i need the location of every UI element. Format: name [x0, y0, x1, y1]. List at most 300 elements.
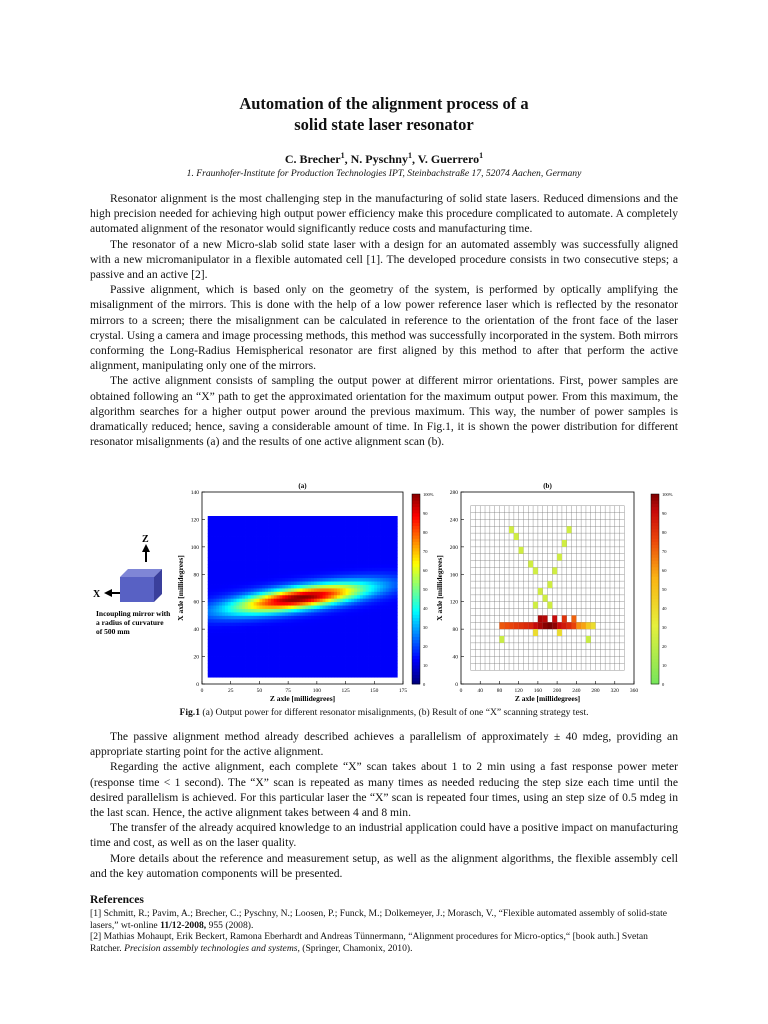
- chart-a-cell: [300, 581, 303, 585]
- chart-a-cell: [291, 633, 294, 637]
- chart-a-cell: [377, 660, 380, 664]
- chart-a-cell: [225, 653, 228, 657]
- chart-a-cell: [297, 619, 300, 623]
- chart-a-cell: [377, 519, 380, 523]
- chart-a-cell: [236, 636, 239, 640]
- chart-a-cell: [245, 523, 248, 527]
- chart-a-cell: [213, 643, 216, 647]
- chart-a-cell: [386, 609, 389, 613]
- chart-b-colorbar: [651, 492, 673, 687]
- chart-a-cell: [389, 585, 392, 589]
- chart-a-cell: [280, 588, 283, 592]
- chart-a-cell: [236, 612, 239, 616]
- chart-a-cell: [291, 598, 294, 602]
- chart-a-cell: [348, 574, 351, 578]
- chart-a-cell: [294, 519, 297, 523]
- chart-a-cell: [371, 547, 374, 551]
- chart-a-cell: [216, 609, 219, 613]
- chart-a-cell: [262, 653, 265, 657]
- chart-a-cell: [245, 530, 248, 534]
- chart-a-cell: [251, 643, 254, 647]
- chart-a-cell: [308, 543, 311, 547]
- chart-a-cell: [294, 609, 297, 613]
- chart-a-cell: [291, 523, 294, 527]
- chart-a-cell: [282, 626, 285, 630]
- chart-a-cell: [228, 660, 231, 664]
- chart-a-cell: [228, 622, 231, 626]
- title-line-2: solid state laser resonator: [294, 115, 474, 134]
- chart-a-cell: [285, 670, 288, 674]
- chart-a-cell: [242, 526, 245, 530]
- chart-a-cell: [334, 591, 337, 595]
- chart-a-cell: [337, 543, 340, 547]
- chart-a-cell: [234, 550, 237, 554]
- chart-a-cell: [380, 598, 383, 602]
- chart-a-cell: [277, 557, 280, 561]
- chart-a-cell: [311, 588, 314, 592]
- chart-a-cell: [369, 533, 372, 537]
- chart-a-cell: [222, 612, 225, 616]
- chart-a-cell: [325, 523, 328, 527]
- chart-a-cell: [228, 533, 231, 537]
- chart-a-cell: [236, 516, 239, 520]
- chart-a-cell: [294, 602, 297, 606]
- chart-a-colorbar-step: [412, 652, 420, 656]
- chart-a-cell: [216, 567, 219, 571]
- chart-a-cell: [351, 643, 354, 647]
- chart-a-cell: [282, 537, 285, 541]
- chart-a-cell: [328, 605, 331, 609]
- chart-a-cell: [216, 595, 219, 599]
- chart-a-cell: [340, 550, 343, 554]
- chart-a-cell: [314, 667, 317, 671]
- chart-a-cell: [239, 561, 242, 565]
- chart-a-cell: [314, 670, 317, 674]
- chart-a-cell: [392, 523, 395, 527]
- chart-a-cell: [320, 530, 323, 534]
- chart-a-cell: [346, 550, 349, 554]
- chart-a-cell: [288, 615, 291, 619]
- chart-a-cell: [222, 670, 225, 674]
- chart-a-cell: [383, 567, 386, 571]
- chart-a-cell: [228, 547, 231, 551]
- chart-a-cell: [311, 564, 314, 568]
- chart-a-cell: [383, 574, 386, 578]
- chart-a-cell: [274, 561, 277, 565]
- chart-a-cell: [208, 547, 211, 551]
- chart-a-cell: [254, 543, 257, 547]
- chart-a-cell: [374, 537, 377, 541]
- chart-a-cell: [323, 653, 326, 657]
- chart-a-cell: [346, 670, 349, 674]
- chart-a-cell: [236, 657, 239, 661]
- chart-a-cell: [268, 581, 271, 585]
- chart-a-cell: [211, 598, 214, 602]
- chart-a-cell: [386, 523, 389, 527]
- chart-a-cell: [325, 663, 328, 667]
- chart-a-cell: [383, 653, 386, 657]
- chart-a-cell: [282, 657, 285, 661]
- chart-a-cell: [346, 547, 349, 551]
- chart-a-cell: [314, 612, 317, 616]
- chart-a-cell: [274, 629, 277, 633]
- chart-a-cell: [311, 516, 314, 520]
- chart-a-cell: [300, 636, 303, 640]
- chart-a-cell: [334, 650, 337, 654]
- chart-a-cell: [331, 663, 334, 667]
- chart-a-cell: [219, 633, 222, 637]
- chart-a-cell: [300, 554, 303, 558]
- chart-a-cell: [394, 602, 397, 606]
- chart-a-cell: [268, 588, 271, 592]
- chart-a-cell: [239, 619, 242, 623]
- chart-a-cell: [308, 526, 311, 530]
- chart-a-cell: [351, 537, 354, 541]
- chart-a-cell: [245, 581, 248, 585]
- chart-a-cell: [386, 516, 389, 520]
- chart-a-cell: [277, 605, 280, 609]
- chart-a-cell: [389, 540, 392, 544]
- chart-a-cell: [277, 591, 280, 595]
- chart-a-cell: [360, 578, 363, 582]
- chart-a-cell: [305, 653, 308, 657]
- chart-a-cell: [363, 547, 366, 551]
- chart-a-cell: [271, 526, 274, 530]
- chart-a-cell: [369, 557, 372, 561]
- chart-a-cell: [297, 674, 300, 678]
- chart-a-cell: [228, 523, 231, 527]
- chart-a-cell: [386, 588, 389, 592]
- chart-a-cell: [377, 626, 380, 630]
- chart-a-cell: [351, 636, 354, 640]
- chart-a-cell: [334, 526, 337, 530]
- chart-a-cell: [265, 595, 268, 599]
- chart-a-cell: [228, 602, 231, 606]
- chart-a-cell: [331, 605, 334, 609]
- chart-a-cell: [216, 663, 219, 667]
- chart-a-cell: [274, 663, 277, 667]
- chart-a-cell: [216, 526, 219, 530]
- chart-a-cell: [294, 526, 297, 530]
- chart-a-cell: [392, 519, 395, 523]
- chart-a-cell: [340, 605, 343, 609]
- chart-a-cell: [277, 646, 280, 650]
- chart-a-cell: [328, 533, 331, 537]
- chart-a-cell: [357, 653, 360, 657]
- chart-a-cell: [360, 526, 363, 530]
- chart-a-cell: [251, 591, 254, 595]
- chart-a-cell: [216, 615, 219, 619]
- chart-a-colorbar-step: [412, 535, 420, 539]
- chart-a-cell: [208, 574, 211, 578]
- chart-a-cell: [245, 674, 248, 678]
- chart-a-cell: [392, 547, 395, 551]
- chart-a-cell: [294, 543, 297, 547]
- chart-a-cell: [268, 547, 271, 551]
- chart-b-colorbar-step: [651, 523, 659, 527]
- chart-a-field: [208, 516, 398, 678]
- chart-a-cell: [259, 571, 262, 575]
- chart-a-cell: [211, 639, 214, 643]
- chart-a-cell: [222, 622, 225, 626]
- chart-a-cell: [392, 660, 395, 664]
- chart-a-cell: [308, 626, 311, 630]
- chart-a-cell: [331, 626, 334, 630]
- chart-a-cell: [334, 619, 337, 623]
- chart-a-cell: [351, 516, 354, 520]
- chart-a-cell: [374, 602, 377, 606]
- chart-a-cell: [380, 540, 383, 544]
- chart-a-cell: [343, 639, 346, 643]
- chart-a-cell: [374, 530, 377, 534]
- chart-a-cell: [262, 622, 265, 626]
- chart-a-cell: [285, 530, 288, 534]
- chart-a-cell: [236, 591, 239, 595]
- chart-a-cell: [208, 585, 211, 589]
- chart-a-cell: [311, 629, 314, 633]
- chart-a-cell: [285, 578, 288, 582]
- chart-a-cell: [208, 657, 211, 661]
- chart-a-cell: [371, 523, 374, 527]
- chart-a-cell: [211, 615, 214, 619]
- chart-a-cell: [239, 574, 242, 578]
- chart-a-colorbar-step: [412, 630, 420, 634]
- chart-a-cell: [297, 605, 300, 609]
- chart-b-ytick-label: 80: [452, 627, 458, 634]
- chart-a-cell: [234, 619, 237, 623]
- chart-a-cell: [242, 609, 245, 613]
- chart-a-cell: [337, 667, 340, 671]
- chart-a-cell: [328, 674, 331, 678]
- chart-a-cell: [222, 585, 225, 589]
- chart-a-cell: [357, 571, 360, 575]
- chart-a-cell: [360, 643, 363, 647]
- chart-a-cell: [363, 660, 366, 664]
- chart-a-cell: [225, 622, 228, 626]
- chart-a-cell: [265, 516, 268, 520]
- chart-a-cell: [213, 533, 216, 537]
- heatmap-b: [435, 482, 673, 703]
- chart-a-cell: [300, 646, 303, 650]
- chart-a-cell: [280, 550, 283, 554]
- x-axis-label: X: [93, 589, 101, 600]
- chart-a-cell: [216, 639, 219, 643]
- chart-a-cell: [346, 653, 349, 657]
- chart-a-cell: [346, 543, 349, 547]
- chart-a-cell: [274, 657, 277, 661]
- chart-a-cell: [351, 550, 354, 554]
- chart-a-cell: [363, 571, 366, 575]
- chart-a-cell: [394, 657, 397, 661]
- chart-a-cell: [386, 557, 389, 561]
- chart-a-cell: [311, 612, 314, 616]
- chart-a-cell: [222, 533, 225, 537]
- chart-a-cell: [366, 595, 369, 599]
- chart-a-cell: [337, 519, 340, 523]
- chart-a-cell: [219, 609, 222, 613]
- chart-a-cell: [216, 550, 219, 554]
- chart-a-cell: [325, 574, 328, 578]
- chart-a-cell: [346, 523, 349, 527]
- chart-a-cell: [245, 639, 248, 643]
- chart-a-cell: [386, 612, 389, 616]
- chart-a-cell: [262, 574, 265, 578]
- chart-a-cell: [317, 533, 320, 537]
- chart-a-cell: [248, 667, 251, 671]
- chart-a-cell: [357, 619, 360, 623]
- chart-a-cell: [325, 629, 328, 633]
- chart-a-cell: [374, 543, 377, 547]
- chart-a-cell: [363, 526, 366, 530]
- chart-a-cell: [208, 530, 211, 534]
- chart-a-cell: [257, 663, 260, 667]
- chart-b-cell: [562, 622, 567, 629]
- chart-a-cell: [225, 615, 228, 619]
- chart-a-cell: [392, 554, 395, 558]
- chart-a-cell: [225, 540, 228, 544]
- chart-a-cell: [383, 550, 386, 554]
- chart-a-cell: [303, 602, 306, 606]
- chart-a-cell: [351, 674, 354, 678]
- chart-a-cell: [351, 598, 354, 602]
- chart-a-cell: [320, 526, 323, 530]
- chart-a-cell: [208, 557, 211, 561]
- chart-a-cell: [225, 567, 228, 571]
- chart-a-cell: [216, 588, 219, 592]
- chart-a-cell: [317, 585, 320, 589]
- chart-a-cell: [262, 554, 265, 558]
- chart-a-cell: [308, 650, 311, 654]
- chart-a-cell: [328, 619, 331, 623]
- chart-a-cell: [371, 639, 374, 643]
- chart-b-xlabel: Z axle [millidegrees]: [514, 694, 581, 703]
- chart-a-cell: [346, 516, 349, 520]
- chart-a-cell: [366, 663, 369, 667]
- chart-a-cell: [239, 526, 242, 530]
- reference-text: (Springer, Chamonix, 2010).: [299, 942, 413, 954]
- chart-a-cell: [225, 533, 228, 537]
- chart-a-cell: [257, 626, 260, 630]
- chart-a-cell: [340, 543, 343, 547]
- reference-text: [1] Schmitt, R.; Pavim, A.; Brecher, C.; Pyschny, N.; Loosen, P.; Funck, M.; Dolkemeyer, J.; Morasch, V., “Flexible automated assembly of solid-state lasers,” wt-online: [90, 908, 668, 931]
- chart-a-colorbar-step: [412, 545, 420, 549]
- chart-a-cell: [343, 650, 346, 654]
- chart-a-cell: [374, 516, 377, 520]
- chart-a-cell: [303, 516, 306, 520]
- chart-a-cell: [308, 622, 311, 626]
- chart-a-cell: [331, 588, 334, 592]
- chart-a-cell: [213, 543, 216, 547]
- chart-a-cell: [300, 591, 303, 595]
- chart-b-colorbar-step: [651, 586, 659, 590]
- chart-a-cell: [305, 636, 308, 640]
- chart-a-cell: [277, 523, 280, 527]
- chart-a-cell: [219, 663, 222, 667]
- chart-a-cell: [360, 639, 363, 643]
- chart-a-cell: [374, 605, 377, 609]
- chart-a-cell: [268, 663, 271, 667]
- chart-a-cell: [234, 557, 237, 561]
- chart-a-cell: [348, 564, 351, 568]
- chart-a-cell: [280, 660, 283, 664]
- chart-a-cell: [343, 537, 346, 541]
- chart-a-cell: [320, 612, 323, 616]
- chart-a-cell: [213, 622, 216, 626]
- chart-a-cell: [271, 674, 274, 678]
- chart-a-cell: [360, 670, 363, 674]
- chart-b-colorbar-step: [651, 646, 659, 650]
- chart-a-cell: [383, 622, 386, 626]
- chart-a-cell: [213, 598, 216, 602]
- chart-a-cell: [374, 588, 377, 592]
- chart-a-cell: [380, 537, 383, 541]
- chart-b-colorbar-step: [651, 551, 659, 555]
- chart-a-cell: [211, 530, 214, 534]
- chart-a-cell: [303, 523, 306, 527]
- chart-a-cell: [394, 636, 397, 640]
- chart-a-cell: [268, 540, 271, 544]
- chart-a-cell: [317, 526, 320, 530]
- chart-b-cell: [567, 526, 572, 533]
- chart-a-cell: [389, 598, 392, 602]
- chart-a-cell: [303, 657, 306, 661]
- chart-a-cell: [239, 615, 242, 619]
- chart-a-cell: [311, 561, 314, 565]
- chart-a-cell: [323, 633, 326, 637]
- chart-a-cell: [337, 557, 340, 561]
- chart-a-cell: [371, 633, 374, 637]
- chart-a-cell: [251, 561, 254, 565]
- chart-a-cell: [294, 550, 297, 554]
- chart-a-cell: [242, 519, 245, 523]
- chart-a-cell: [259, 523, 262, 527]
- chart-a-cell: [371, 598, 374, 602]
- chart-a-cell: [216, 605, 219, 609]
- chart-a-cell: [392, 533, 395, 537]
- chart-a-xtick-label: 50: [256, 688, 263, 694]
- chart-a-cell: [343, 571, 346, 575]
- chart-a-cell: [239, 543, 242, 547]
- chart-a-cell: [280, 578, 283, 582]
- chart-a-cell: [320, 540, 323, 544]
- chart-a-cell: [239, 523, 242, 527]
- chart-a-cell: [303, 643, 306, 647]
- chart-a-cell: [380, 670, 383, 674]
- chart-a-cell: [343, 543, 346, 547]
- chart-a-cell: [308, 598, 311, 602]
- chart-a-cell: [360, 598, 363, 602]
- chart-a-cell: [242, 588, 245, 592]
- chart-a-cell: [262, 578, 265, 582]
- chart-a-cell: [216, 578, 219, 582]
- chart-a-cell: [280, 595, 283, 599]
- chart-a-cell: [219, 615, 222, 619]
- chart-a-cell: [262, 639, 265, 643]
- chart-a-cell: [228, 530, 231, 534]
- chart-a-cell: [348, 516, 351, 520]
- chart-a-cell: [311, 550, 314, 554]
- chart-a-cell: [348, 567, 351, 571]
- chart-a-cell: [285, 626, 288, 630]
- chart-a-cell: [392, 619, 395, 623]
- chart-a-cell: [305, 629, 308, 633]
- chart-a-cell: [371, 567, 374, 571]
- chart-a-cell: [211, 602, 214, 606]
- chart-a-cell: [366, 543, 369, 547]
- chart-a-cell: [259, 636, 262, 640]
- chart-a-cell: [357, 598, 360, 602]
- chart-a-cell: [231, 578, 234, 582]
